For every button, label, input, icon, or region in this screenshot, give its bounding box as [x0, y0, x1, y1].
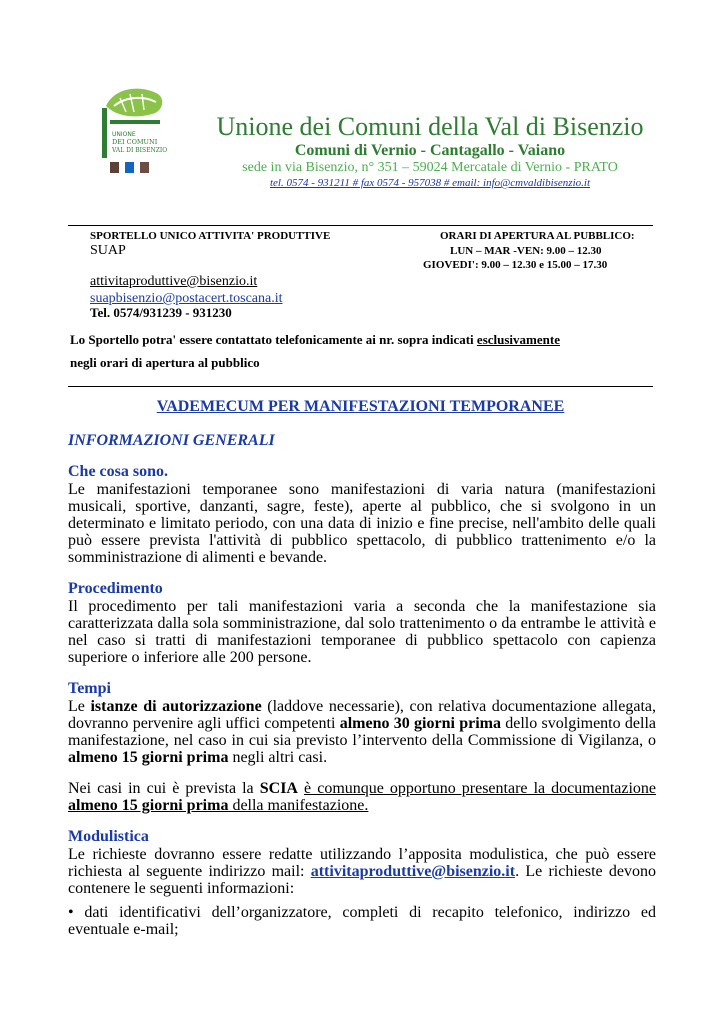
- paragraph-times: [68, 698, 656, 766]
- notice-underlined: esclusivamente: [476, 332, 560, 347]
- office-tel: Tel. 0574/931239 - 931230: [90, 305, 232, 320]
- office-title: SPORTELLO UNICO ATTIVITA' PRODUTTIVE: [90, 230, 331, 242]
- paragraph-what: Le manifestazioni temporanee sono manifestazioni di varia natura (manifestazioni musicali, sportive, danzanti, sagre, feste), aperte al pubblico, che si svolgono in un determinato e limitato periodo, con una data di inizio e fine precise, nell'ambito delle quali può essere prevista l'attività di pubblico spettacolo, di pubblico trattenimento e/o la somministrazione di alimenti e bevande.: [68, 481, 656, 566]
- notice-line-2: negli orari di apertura al pubblico: [70, 355, 260, 370]
- text: dello svolgimento della manifestazione, nel caso in cui sia previsto l’intervento della Commissione di Vigilanza, o: [68, 715, 657, 749]
- org-title: Unione dei Comuni della Val di Bisenzio: [216, 112, 644, 141]
- divider-top: [68, 225, 653, 226]
- notice-line-1: [70, 332, 560, 348]
- office-acronym: SUAP: [90, 243, 126, 258]
- paragraph-scia: [68, 780, 656, 814]
- logo-text-3: VAL DI BISENZIO: [112, 147, 168, 154]
- notice-text: Lo Sportello potra' essere contattato telefonicamente ai nr. sopra indicati: [70, 332, 477, 347]
- forms-email-link[interactable]: attivitaproduttive@bisenzio.it: [310, 863, 516, 880]
- paragraph-procedure: Il procedimento per tali manifestazioni varia a seconda che la manifestazione sia caratterizzata dalla sola somministrazione, dal solo trattenimento o da entrambe le attività e nel caso si tratti di manifestazioni temporanee di pubblico spettacolo con capienza superiore o inferiore alle 200 persone.: [68, 598, 656, 666]
- text: Le: [68, 698, 91, 715]
- text: Nei casi in cui è prevista la: [68, 780, 260, 797]
- heading-what: Che cosa sono.: [68, 463, 169, 480]
- text-underlined: è comunque opportuno presentare la documentazione: [304, 780, 657, 797]
- logo-text-1: UNIONE: [112, 131, 136, 138]
- hours-title: ORARI DI APERTURA AL PUBBLICO:: [440, 230, 635, 242]
- office-pec-link[interactable]: suapbisenzio@postacert.toscana.it: [90, 291, 283, 306]
- text: (laddove necessarie), con relativa documentazione allegata, dovranno pervenire agli uffici competenti: [68, 698, 657, 732]
- document-title: VADEMECUM PER MANIFESTAZIONI TEMPORANEE: [156, 398, 565, 415]
- text-bold: almeno 30 giorni prima: [339, 715, 501, 732]
- text-bold: SCIA: [259, 780, 298, 797]
- heading-times: Tempi: [68, 680, 111, 697]
- text-bold-underlined: almeno 15 giorni prima: [68, 797, 229, 814]
- divider-bottom: [68, 386, 653, 387]
- office-email-link[interactable]: attivitaproduttive@bisenzio.it: [90, 274, 258, 289]
- section-title: INFORMAZIONI GENERALI: [68, 432, 275, 449]
- org-subtitle: Comuni di Vernio - Cantagallo - Vaiano: [294, 142, 566, 159]
- text: negli altri casi.: [228, 749, 328, 766]
- org-contact[interactable]: tel. 0574 - 931211 # fax 0574 - 957038 # email: info@cmvaldibisenzio.it: [269, 177, 590, 189]
- heading-forms: Modulistica: [68, 828, 149, 845]
- heading-procedure: Procedimento: [68, 580, 163, 597]
- text-bold: istanze di autorizzazione: [90, 698, 262, 715]
- org-address: sede in via Bisenzio, n° 351 – 59024 Mercatale di Vernio - PRATO: [242, 160, 618, 175]
- paragraph-forms: [68, 846, 656, 897]
- list-item: • dati identificativi dell’organizzatore, completi di recapito telefonico, indirizzo ed eventuale e-mail;: [68, 904, 656, 938]
- hours-line-2: GIOVEDI': 9.00 – 12.30 e 15.00 – 17.30: [423, 259, 608, 271]
- text-underlined: della manifestazione.: [228, 797, 369, 814]
- text: . Le richieste devono contenere le seguenti informazioni:: [68, 863, 656, 897]
- logo-text-2: DEI COMUNI: [112, 138, 158, 146]
- text-bold: almeno 15 giorni prima: [68, 749, 229, 766]
- hours-line-1: LUN – MAR -VEN: 9.00 – 12.30: [450, 245, 602, 257]
- text: Le richieste dovranno essere redatte utilizzando l’apposita modulistica, che può essere richiesta al seguente indirizzo mail:: [68, 846, 656, 880]
